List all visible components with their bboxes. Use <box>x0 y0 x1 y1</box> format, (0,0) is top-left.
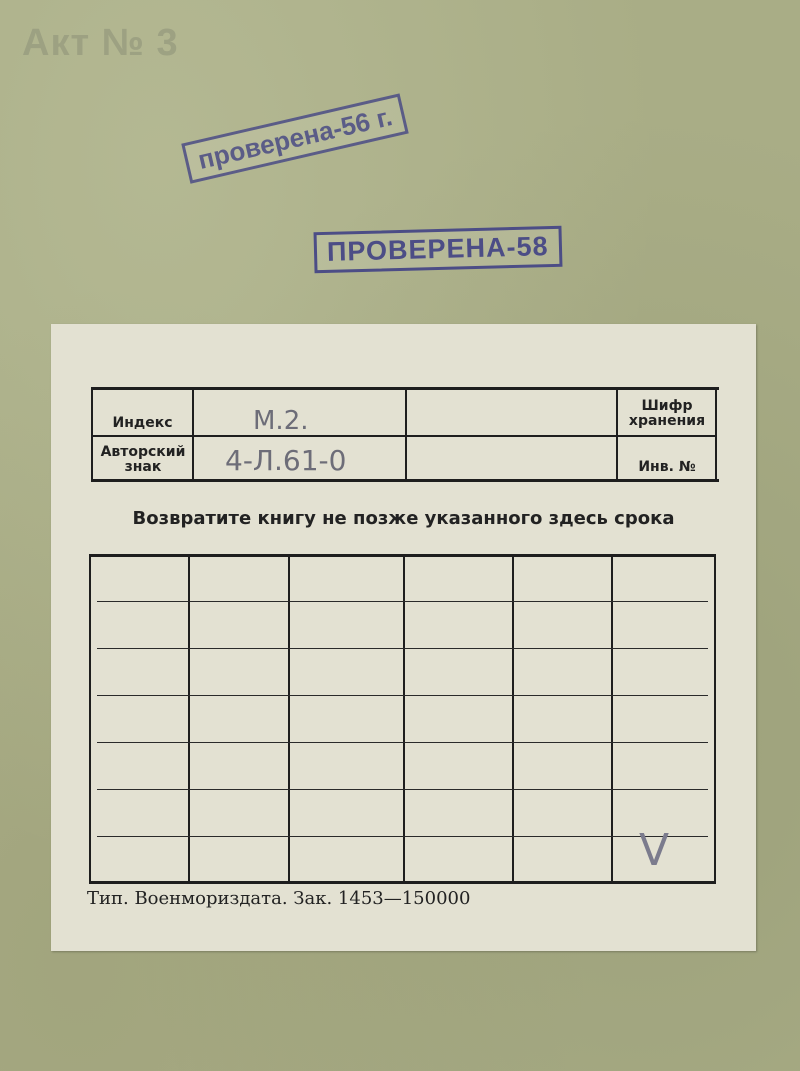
return-instruction: Возвратите книгу не позже указанного здесь срока <box>132 508 675 529</box>
index-value: М.2. <box>253 406 309 436</box>
verification-stamp-58: ПРОВЕРЕНА-58 <box>314 226 563 273</box>
handwritten-note: Акт № 3 <box>22 22 179 64</box>
author-sign-label: Авторский знак <box>100 444 186 475</box>
printer-imprint: Тип. Военмориздата. Зак. 1453—150000 <box>87 888 471 909</box>
inventory-label: Инв. № <box>638 459 696 475</box>
index-label: Индекс <box>112 415 173 431</box>
verification-stamp-56: проверена-56 г. <box>181 93 409 183</box>
storage-code-label: Шифр хранения <box>628 398 706 429</box>
author-sign-value: 4-Л.61-0 <box>225 444 347 477</box>
due-date-grid <box>89 554 716 884</box>
catalog-header-table <box>91 387 719 482</box>
library-due-date-card <box>51 324 756 951</box>
check-mark: V <box>639 825 670 876</box>
